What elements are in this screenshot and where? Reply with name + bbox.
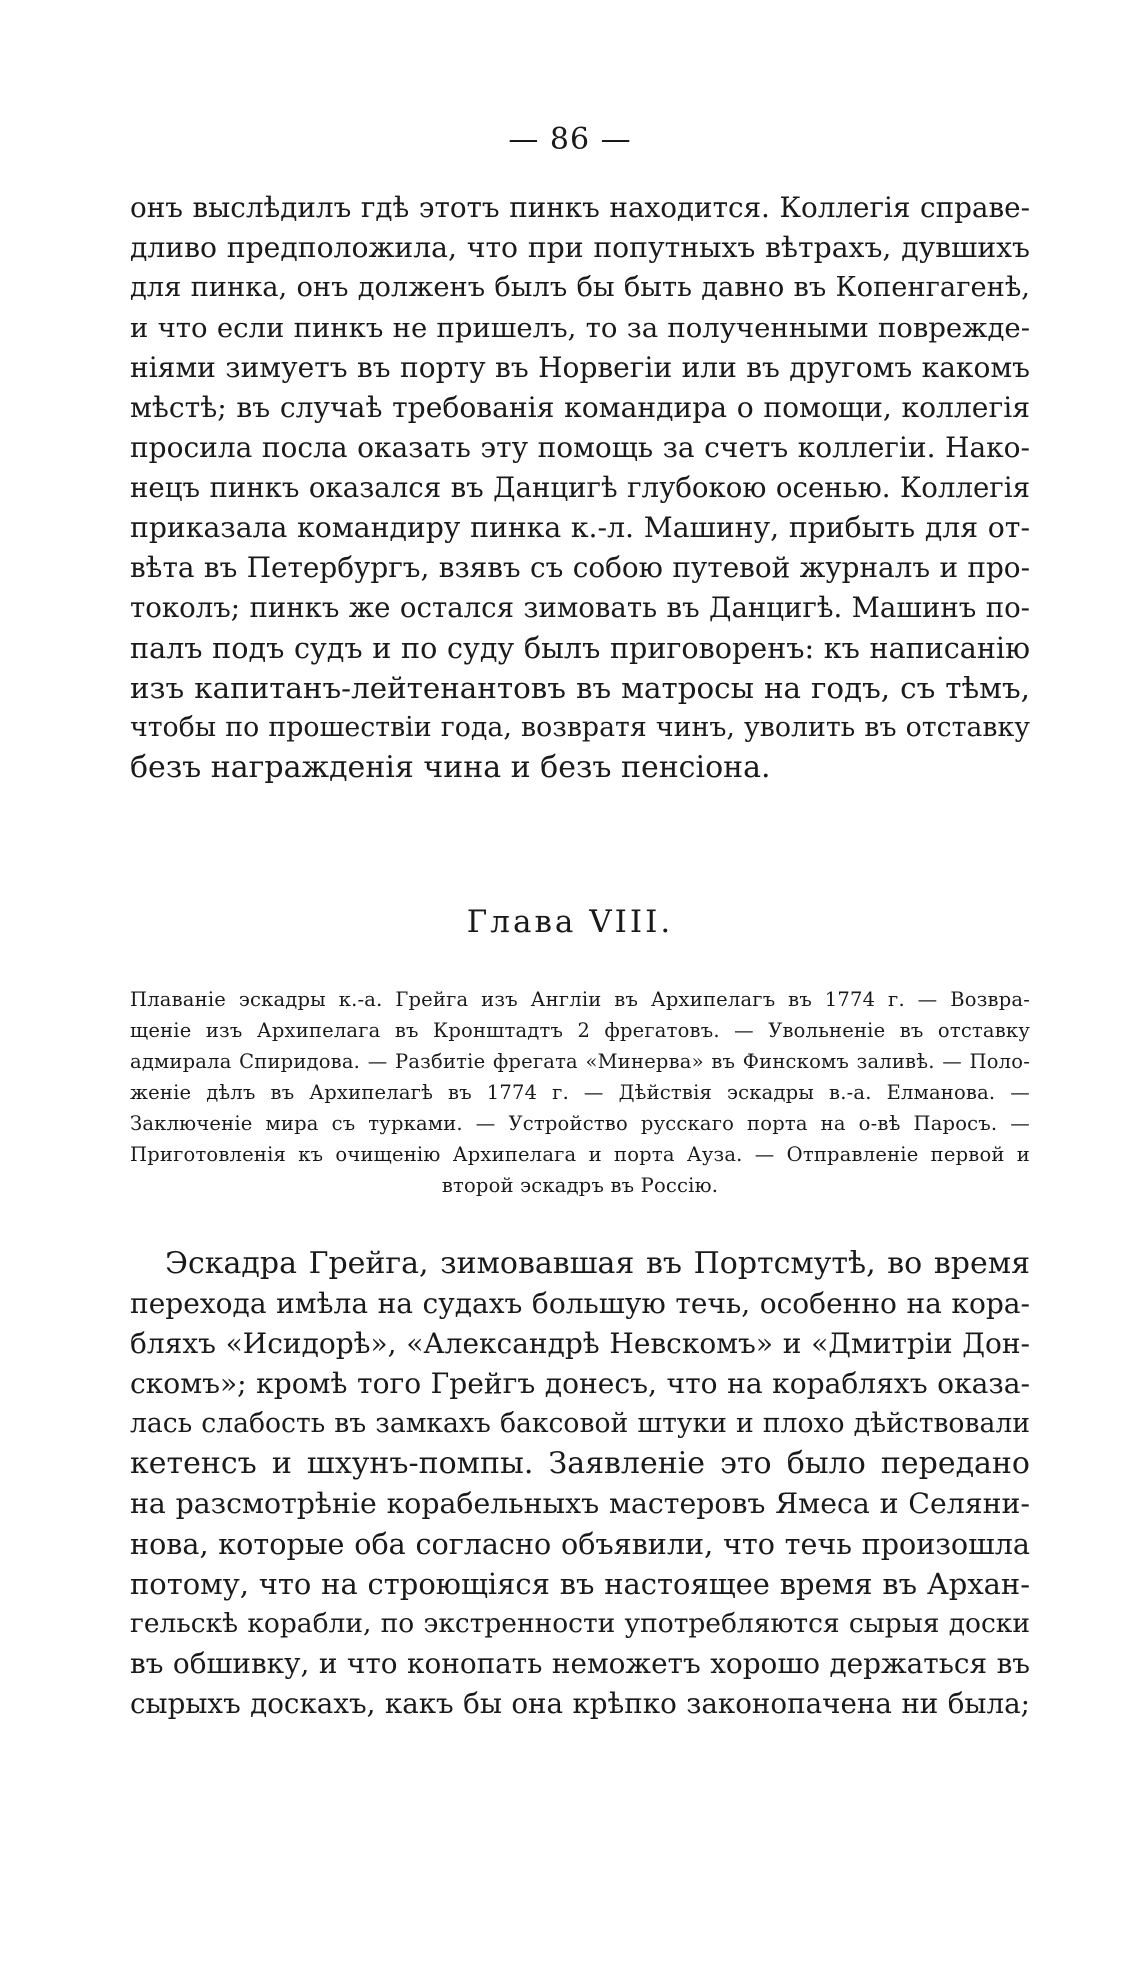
text-line: дливо предположила, что при попутныхъ вѣтрахъ, дувшихъ (130, 231, 1030, 264)
text-line: онъ выслѣдилъ гдѣ этотъ пинкъ находится. Коллегія справе- (130, 191, 1030, 224)
text-line: въ обшивку, и что конопать неможетъ хорошо держаться въ (130, 1647, 1030, 1680)
text-line: ніями зимуетъ въ порту въ Норвегіи или въ другомъ какомъ (130, 351, 1030, 384)
summary-line: адмирала Спиридова. — Разбитіе фрегата «Минерва» въ Финскомъ заливѣ. — Поло- (130, 1050, 1030, 1073)
text-line: безъ награжденія чина и безъ пенсіона. (130, 750, 771, 785)
text-line: и что если пинкъ не пришелъ, то за полученными поврежде- (130, 312, 1030, 344)
paragraph-chapter-start (130, 1244, 1030, 1724)
text-line: изъ капитанъ-лейтенантовъ въ матросы на годъ, съ тѣмъ, (130, 671, 1030, 705)
chapter-title: Глава VIII. (466, 904, 674, 940)
text-line: Эскадра Грейга, зимовавшая въ Портсмутѣ, во время (165, 1246, 1030, 1281)
text-line: на разсмотрѣніе корабельныхъ мастеровъ Ямеса и Селяни- (130, 1487, 1030, 1520)
text-line: скомъ»; кромѣ того Грейгъ донесъ, что на корабляхъ оказа- (130, 1367, 1030, 1400)
chapter-summary (130, 984, 1030, 1201)
summary-line: женіе дѣлъ въ Архипелагѣ въ 1774 г. — Дѣйствія эскадры в.-а. Елманова. — (130, 1081, 1030, 1104)
text-line: гельскѣ корабли, по экстренности употребляются сырыя доски (130, 1608, 1030, 1639)
text-line: чтобы по прошествіи года, возвратя чинъ, уволить въ отставку (130, 712, 1030, 743)
text-line: перехода имѣла на судахъ большую течь, особенно на кора- (130, 1287, 1030, 1320)
text-line: нецъ пинкъ оказался въ Данцигѣ глубокою осенью. Коллегія (130, 471, 1030, 504)
text-line: потому, что на строющіяся въ настоящее время въ Архан- (130, 1567, 1030, 1601)
text-line: токолъ; пинкъ же остался зимовать въ Данцигѣ. Машинъ по- (130, 591, 1030, 624)
text-line: мѣстѣ; въ случаѣ требованія командира о помощи, коллегія (130, 391, 1030, 424)
text-line: кетенсъ и шхунъ-помпы. Заявленіе это было передано (130, 1446, 1030, 1481)
text-line: нова, которые оба согласно объявили, что течь произошла (130, 1527, 1030, 1561)
text-line: палъ подъ судъ и по суду былъ приговоренъ: къ написанію (130, 631, 1030, 665)
text-line: лась слабость въ замкахъ баксовой штуки и плохо дѣйствовали (130, 1408, 1030, 1439)
text-line: вѣта въ Петербургъ, взявъ съ собою путевой журналъ и про- (130, 551, 1030, 584)
summary-line: щеніе изъ Архипелага въ Кронштадтъ 2 фрегатовъ. — Увольненіе въ отставку (130, 1019, 1030, 1042)
text-line: бляхъ «Исидорѣ», «Александрѣ Невскомъ» и «Дмитріи Дон- (130, 1327, 1030, 1360)
text-line: приказала командиру пинка к.-л. Машину, прибыть для от- (130, 511, 1030, 544)
text-line: для пинка, онъ долженъ былъ бы быть давно въ Копенгагенѣ, (130, 272, 1030, 303)
summary-line: второй эскадръ въ Россію. (441, 1174, 719, 1197)
summary-line: Заключеніе мира съ турками. — Устройство русскаго порта на о-вѣ Паросъ. — (130, 1112, 1030, 1135)
text-line: сырыхъ доскахъ, какъ бы она крѣпко законопачена ни была; (130, 1687, 1030, 1720)
summary-line: Плаваніе эскадры к.-а. Грейга изъ Англіи въ Архипелагъ въ 1774 г. — Возвра- (130, 988, 1030, 1011)
paragraph-continued (130, 188, 1030, 788)
page-number: — 86 — (508, 122, 632, 157)
text-line: просила посла оказать эту помощь за счетъ коллегіи. Нако- (130, 431, 1030, 464)
summary-line: Приготовленія къ очищенію Архипелага и порта Ауза. — Отправленіе первой и (130, 1143, 1030, 1166)
